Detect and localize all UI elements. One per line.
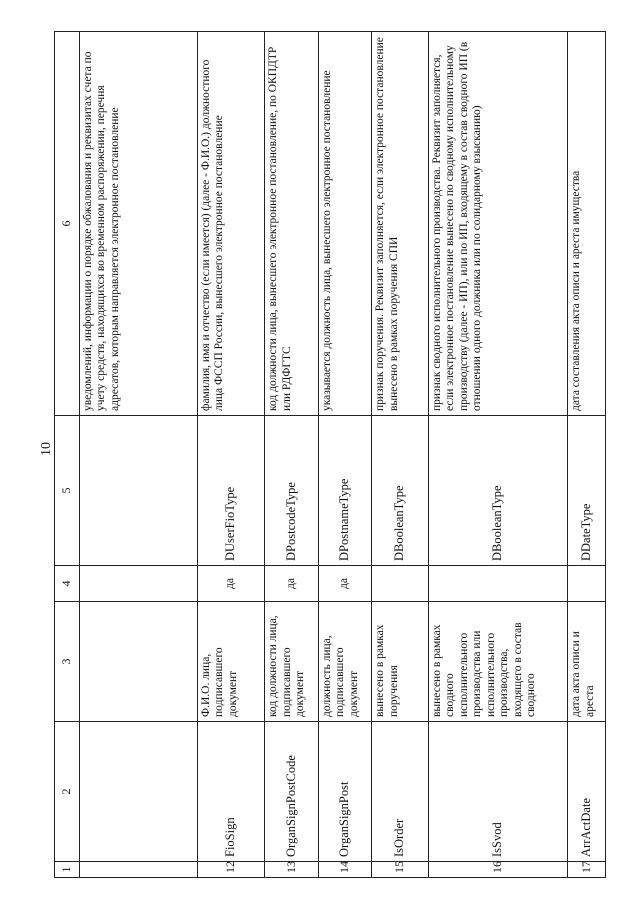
requisites-table bbox=[54, 31, 606, 878]
row-code: IsSvod bbox=[428, 722, 567, 862]
row-name bbox=[79, 602, 197, 722]
row-name: должность лица, подписавшего документ bbox=[318, 602, 372, 722]
column-header: 5 bbox=[55, 416, 80, 566]
row-number: 17 bbox=[568, 862, 606, 878]
page-number: 10 bbox=[39, 442, 54, 456]
row-number: 15 bbox=[372, 862, 429, 878]
row-description: уведомлений, информации о порядке обжалования и реквизитах счета по учету средств, находящихся во временном распоряжении, перечня адресатов, которым направляется электронное постановление bbox=[79, 32, 197, 416]
row-code: FioSign bbox=[197, 722, 264, 862]
row-type: DDateType bbox=[568, 416, 606, 566]
table-row bbox=[318, 32, 372, 878]
table-row bbox=[568, 32, 606, 878]
row-number: 14 bbox=[318, 862, 372, 878]
row-name: код должности лица, подписавшего документ bbox=[265, 602, 319, 722]
row-number: 13 bbox=[265, 862, 319, 878]
row-code: ArrActDate bbox=[568, 722, 606, 862]
table-row bbox=[372, 32, 429, 878]
row-name: вынесено в рамках сводного исполнительного производства или исполнительного производства, входящего в состав сводного bbox=[428, 602, 567, 722]
row-required: да bbox=[265, 566, 319, 602]
table-row bbox=[428, 32, 567, 878]
row-number: 16 bbox=[428, 862, 567, 878]
row-name: вынесено в рамках поручения bbox=[372, 602, 429, 722]
column-header: 3 bbox=[55, 602, 80, 722]
row-required bbox=[372, 566, 429, 602]
row-description: признак поручения. Реквизит заполняется, если электронное постановление вынесено в рамках поручения СПИ bbox=[372, 32, 429, 416]
row-required: да bbox=[318, 566, 372, 602]
row-type: DPostnameType bbox=[318, 416, 372, 566]
column-header: 2 bbox=[55, 722, 80, 862]
row-required bbox=[79, 566, 197, 602]
column-header: 1 bbox=[55, 862, 80, 878]
row-description: указывается должность лица, вынесшего электронное постановление bbox=[318, 32, 372, 416]
table-row bbox=[197, 32, 264, 878]
row-description: фамилия, имя и отчество (если имеется) (далее - Ф.И.О.) должностного лица ФССП России, вынесшего электронное постановление bbox=[197, 32, 264, 416]
row-required bbox=[428, 566, 567, 602]
row-required bbox=[568, 566, 606, 602]
row-code bbox=[79, 722, 197, 862]
column-header: 4 bbox=[55, 566, 80, 602]
table-header-row bbox=[55, 32, 80, 878]
row-required: да bbox=[197, 566, 264, 602]
row-description: код должности лица, вынесшего электронное постановление, по ОКПДТР или РДФГТС bbox=[265, 32, 319, 416]
row-code: OrganSignPost bbox=[318, 722, 372, 862]
row-code: IsOrder bbox=[372, 722, 429, 862]
row-code: OrganSignPostCode bbox=[265, 722, 319, 862]
row-number: 12 bbox=[197, 862, 264, 878]
row-type: DBooleanType bbox=[428, 416, 567, 566]
row-number bbox=[79, 862, 197, 878]
row-description: признак сводного исполнительного производства. Реквизит заполняется, если электронное постановление вынесено по сводному исполнительному производству (далее - ИП), или по ИП, входящему в состав сводного ИП (в отношении одного должника или по солидарному взысканию) bbox=[428, 32, 567, 416]
row-name: дата акта описи и ареста bbox=[568, 602, 606, 722]
row-type: DUserFioType bbox=[197, 416, 264, 566]
rotated-table-container bbox=[54, 32, 606, 878]
row-description: дата составления акта описи и ареста имущества bbox=[568, 32, 606, 416]
row-type: DBooleanType bbox=[372, 416, 429, 566]
table-row bbox=[79, 32, 197, 878]
row-type: DPostcodeType bbox=[265, 416, 319, 566]
row-type bbox=[79, 416, 197, 566]
column-header: 6 bbox=[55, 32, 80, 416]
table-row bbox=[265, 32, 319, 878]
row-name: Ф.И.О. лица, подписавшего документ bbox=[197, 602, 264, 722]
